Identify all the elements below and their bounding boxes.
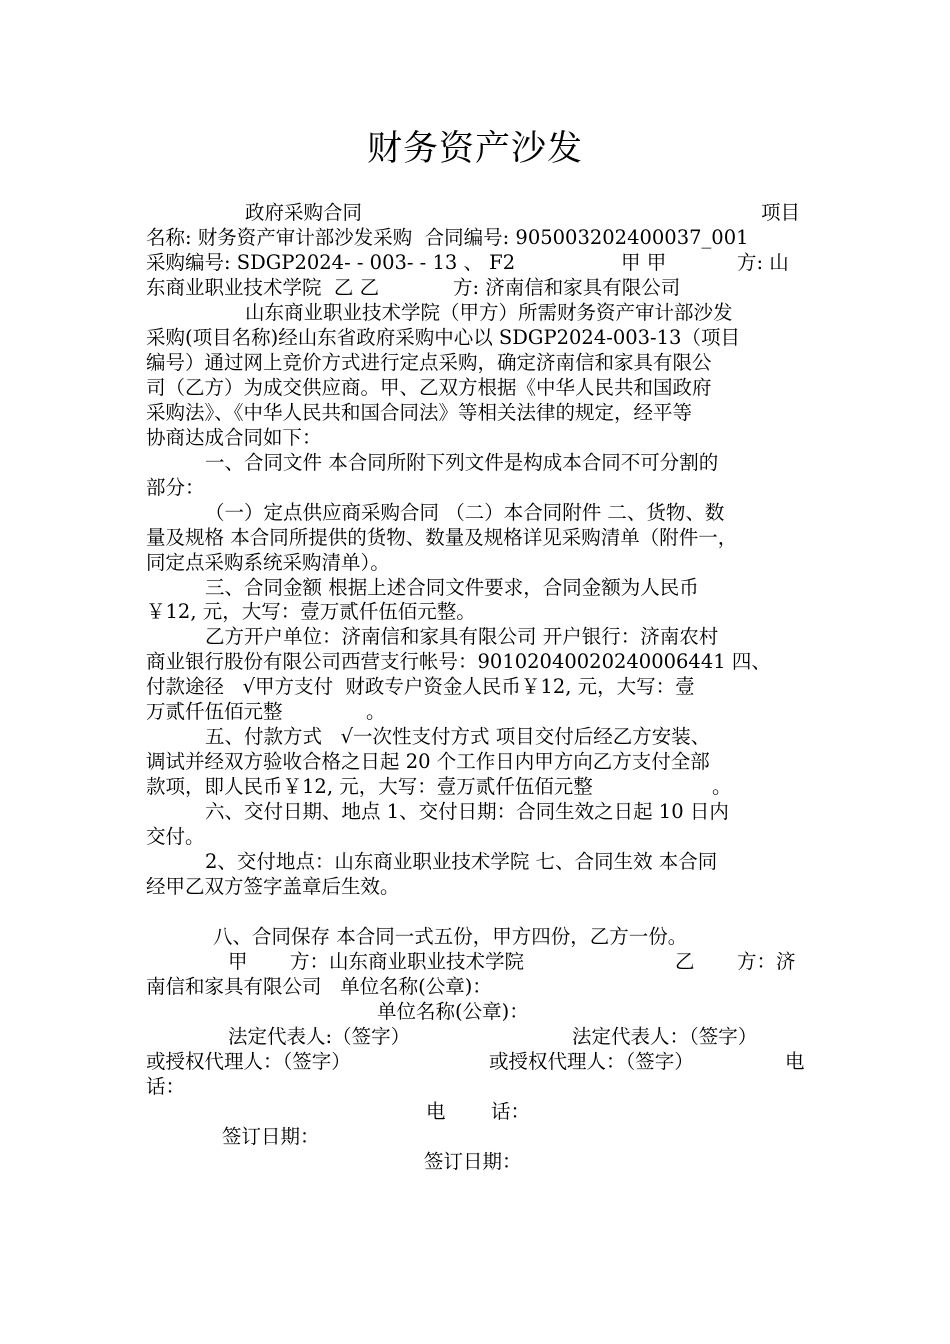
party-a-name-start: 方: 山 — [737, 251, 789, 274]
bank-info-line: 乙方开户单位：济南信和家具有限公司 开户银行：济南农村 — [205, 625, 719, 648]
phone-label-b-start: 电 — [426, 1100, 446, 1123]
signing-date-b: 签订日期： — [424, 1150, 522, 1173]
clause-3-line: ￥12, 元，大写：壹万贰仟伍佰元整。 — [146, 600, 476, 623]
preamble-line: 协商达成合同如下： — [146, 426, 322, 449]
clause-5-period: 。 — [712, 775, 732, 798]
preamble-line: 编号）通过网上竞价方式进行定点采购，确定济南信和家具有限公 — [146, 351, 712, 374]
preamble-line: 司（乙方）为成交供应商。甲、乙双方根据《中华人民共和国政府 — [146, 376, 712, 399]
signature-party-b-name-and-unit: 南信和家具有限公司 单位名称(公章)： — [146, 975, 492, 998]
preamble-line: 山东商业职业技术学院（甲方）所需财务资产审计部沙发 — [245, 301, 733, 324]
clause-1-line: 部分： — [146, 476, 205, 499]
clause-6-line: 六、交付日期、地点 1、交付日期：合同生效之日起 10 日内 — [205, 800, 729, 823]
signing-date-a: 签订日期： — [222, 1125, 320, 1148]
legal-representative-b: 法定代表人：（签字） — [572, 1025, 758, 1048]
clause-6-line: 交付。 — [146, 825, 205, 848]
clause-4-line: 万贰仟伍佰元整 — [146, 700, 283, 723]
party-a-marker: 甲 甲 — [621, 251, 667, 274]
phone-label-start: 电 — [785, 1050, 805, 1073]
party-a-name-end: 东商业职业技术学院 乙 乙 — [146, 276, 380, 299]
clause-7-line: 经甲乙双方签字盖章后生效。 — [146, 875, 400, 898]
clause-8-line: 八、合同保存 本合同一式五份，甲方四份，乙方一份。 — [213, 925, 688, 948]
preamble-line: 采购(项目名称)经山东省政府采购中心以 SDGP2024-003-13（项目 — [146, 326, 740, 349]
authorized-agent-a: 或授权代理人：（签字） — [146, 1050, 351, 1073]
signature-party-a-name: 方：山东商业职业技术学院 — [290, 950, 525, 973]
preamble-line: 采购法》、《中华人民共和国合同法》等相关法律的规定，经平等 — [146, 401, 693, 424]
phone-label-b-end: 话： — [491, 1100, 531, 1123]
clause-6-7-line: 2、交付地点：山东商业职业技术学院 七、合同生效 本合同 — [205, 850, 718, 873]
clause-4-period: 。 — [366, 700, 386, 723]
signature-unit-name: 单位名称(公章)： — [377, 1000, 529, 1023]
clause-2-line: 同定点采购系统采购清单）。 — [146, 551, 390, 574]
legal-representative-a: 法定代表人:（签字） — [228, 1025, 411, 1048]
clause-4-line: 付款途径 √甲方支付 财政专户资金人民币￥12, 元，大写：壹 — [146, 675, 695, 698]
authorized-agent-b: 或授权代理人：（签字） — [489, 1050, 694, 1073]
clause-2-line: 量及规格 本合同所提供的货物、数量及规格详见采购清单（附件一， — [146, 526, 738, 549]
party-b-name: 方: 济南信和家具有限公司 — [453, 276, 681, 299]
signature-party-b-name-start: 方：济 — [737, 950, 796, 973]
clause-2-line: （一）定点供应商采购合同 （二）本合同附件 二、货物、数 — [205, 501, 725, 524]
clause-5-line: 款项，即人民币￥12, 元，大写：壹万贰仟伍佰元整 — [146, 775, 593, 798]
clause-5-line: 五、付款方式 √一次性支付方式 项目交付后经乙方安装、 — [205, 725, 711, 748]
signature-party-b-marker: 乙 — [675, 950, 695, 973]
bank-info-line: 商业银行股份有限公司西营支行帐号：90102040020240006441 四、 — [146, 650, 771, 673]
phone-label-end: 话： — [146, 1075, 186, 1098]
clause-5-line: 调试并经双方验收合格之日起 20 个工作日内甲方向乙方支付全部 — [146, 750, 710, 773]
subtitle-procurement-contract: 政府采购合同 — [245, 201, 363, 224]
procurement-number: 采购编号: SDGP2024- - 003- - 13 、 F2 — [146, 251, 516, 274]
clause-3-line: 三、合同金额 根据上述合同文件要求，合同金额为人民币 — [205, 576, 699, 599]
signature-party-a-marker: 甲 — [228, 950, 248, 973]
project-label: 项目 — [761, 201, 801, 224]
page-title: 财务资产沙发 — [366, 129, 583, 169]
project-name-and-contract-number: 名称: 财务资产审计部沙发采购 合同编号: 905003202400037_001 — [146, 226, 749, 249]
clause-1-line: 一、合同文件 本合同所附下列文件是构成本合同不可分割的 — [205, 451, 719, 474]
